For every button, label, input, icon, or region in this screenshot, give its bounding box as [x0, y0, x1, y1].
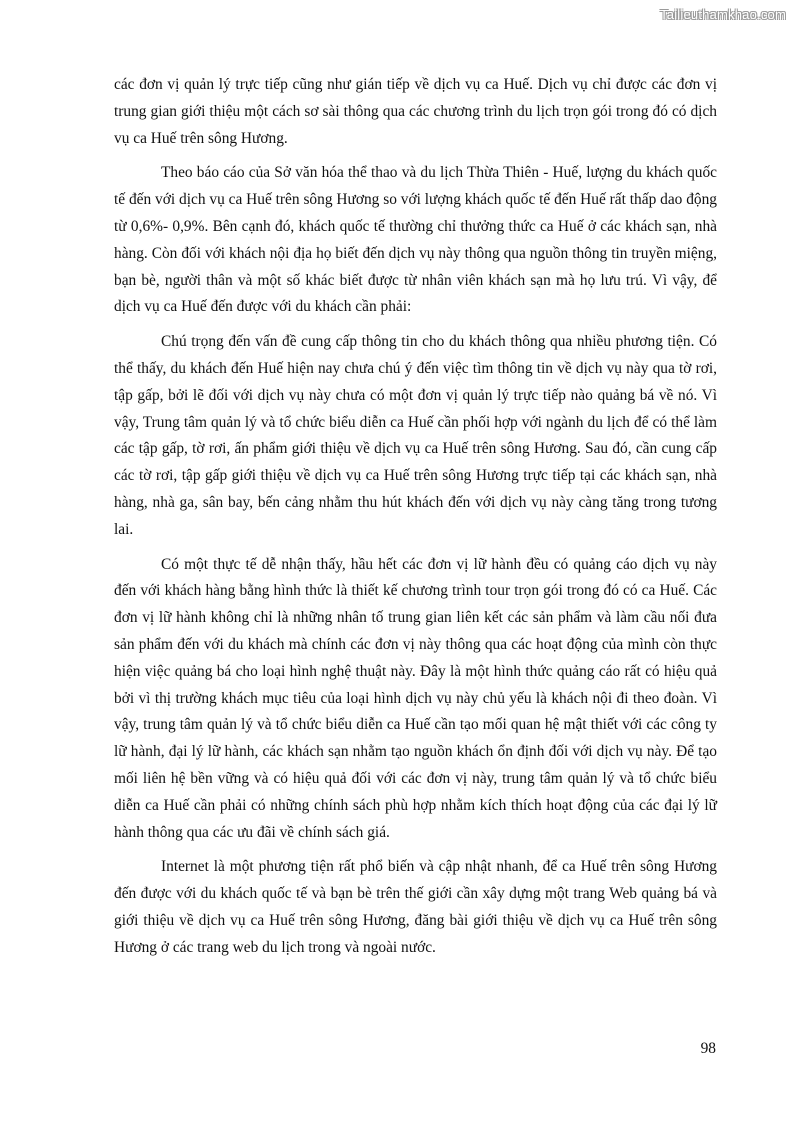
paragraph-3: Chú trọng đến vấn đề cung cấp thông tin cho du khách thông qua nhiều phương tiện. Có thể thấy, du khách đến Huế hiện nay chưa chú ý đến việc tìm thông tin về dịch vụ này qua tờ rơi, tập gấp, bởi lẽ đối với dịch vụ này chưa có một đơn vị quản lý trực tiếp nào quảng bá về nó. Vì vậy, Trung tâm quản lý và tổ chức biểu diễn ca Huế cần phối hợp với ngành du lịch để có thể làm các tập gấp, tờ rơi, ấn phẩm giới thiệu về dịch vụ ca Huế trên sông Hương. Sau đó, cần cung cấp các tờ rơi, tập gấp giới thiệu về dịch vụ ca Huế trên sông Hương trực tiếp tại các khách sạn, nhà hàng, nhà ga, sân bay, bến cảng nhằm thu hút khách đến với dịch vụ này càng tăng trong tương lai. — [114, 333, 717, 538]
document-body — [114, 72, 717, 970]
watermark: Tailieuthamkhao.com — [660, 7, 786, 22]
paragraph-4: Có một thực tế dễ nhận thấy, hầu hết các đơn vị lữ hành đều có quảng cáo dịch vụ này đến với khách hàng bằng hình thức là thiết kế chương trình tour trọn gói trong đó có ca Huế. Các đơn vị lữ hành không chỉ là những nhân tố trung gian liên kết các sản phẩm và làm cầu nối đưa sản phẩm đến với du khách mà chính các đơn vị này thông qua các hoạt động của mình còn thực hiện việc quảng bá cho loại hình nghệ thuật này. Đây là một hình thức quảng cáo rất có hiệu quả bởi vì thị trường khách mục tiêu của loại hình dịch vụ này chủ yếu là khách nội đi theo đoàn. Vì vậy, trung tâm quản lý và tổ chức biểu diễn ca Huế cần tạo mối quan hệ mật thiết với các công ty lữ hành, đại lý lữ hành, các khách sạn nhằm tạo nguồn khách ổn định đối với dịch vụ này. Để tạo mối liên hệ bền vững và có hiệu quả đối với các đơn vị này, trung tâm quản lý và tổ chức biểu diễn ca Huế cần phải có những chính sách phù hợp nhằm kích thích hoạt động của các đại lý lữ hành thông qua các ưu đãi về chính sách giá. — [114, 555, 717, 841]
paragraph-2: Theo báo cáo của Sở văn hóa thể thao và du lịch Thừa Thiên - Huế, lượng du khách quốc tế đến với dịch vụ ca Huế trên sông Hương so với lượng khách quốc tế đến Huế rất thấp dao động từ 0,6%- 0,9%. Bên cạnh đó, khách quốc tế thường chỉ thưởng thức ca Huế ở các khách sạn, nhà hàng. Còn đối với khách nội địa họ biết đến dịch vụ này thông qua nguồn thông tin truyền miệng, bạn bè, người thân và một số khác biết được từ nhân viên khách sạn mà họ lưu trú. Vì vậy, để dịch vụ ca Huế đến được với du khách cần phải: — [114, 164, 717, 316]
paragraph-1: các đơn vị quản lý trực tiếp cũng như gián tiếp về dịch vụ ca Huế. Dịch vụ chỉ được các đơn vị trung gian giới thiệu một cách sơ sài thông qua các chương trình du lịch trọn gói trong đó có dịch vụ ca Huế trên sông Hương. — [114, 76, 717, 147]
page-number: 98 — [700, 1040, 716, 1057]
paragraph-5: Internet là một phương tiện rất phổ biến và cập nhật nhanh, để ca Huế trên sông Hương đến được với du khách quốc tế và bạn bè trên thế giới cần xây dựng một trang Web quảng bá và giới thiệu về dịch vụ ca Huế trên sông Hương, đăng bài giới thiệu về dịch vụ ca Huế trên sông Hương ở các trang web du lịch trong và ngoài nước. — [114, 858, 717, 956]
